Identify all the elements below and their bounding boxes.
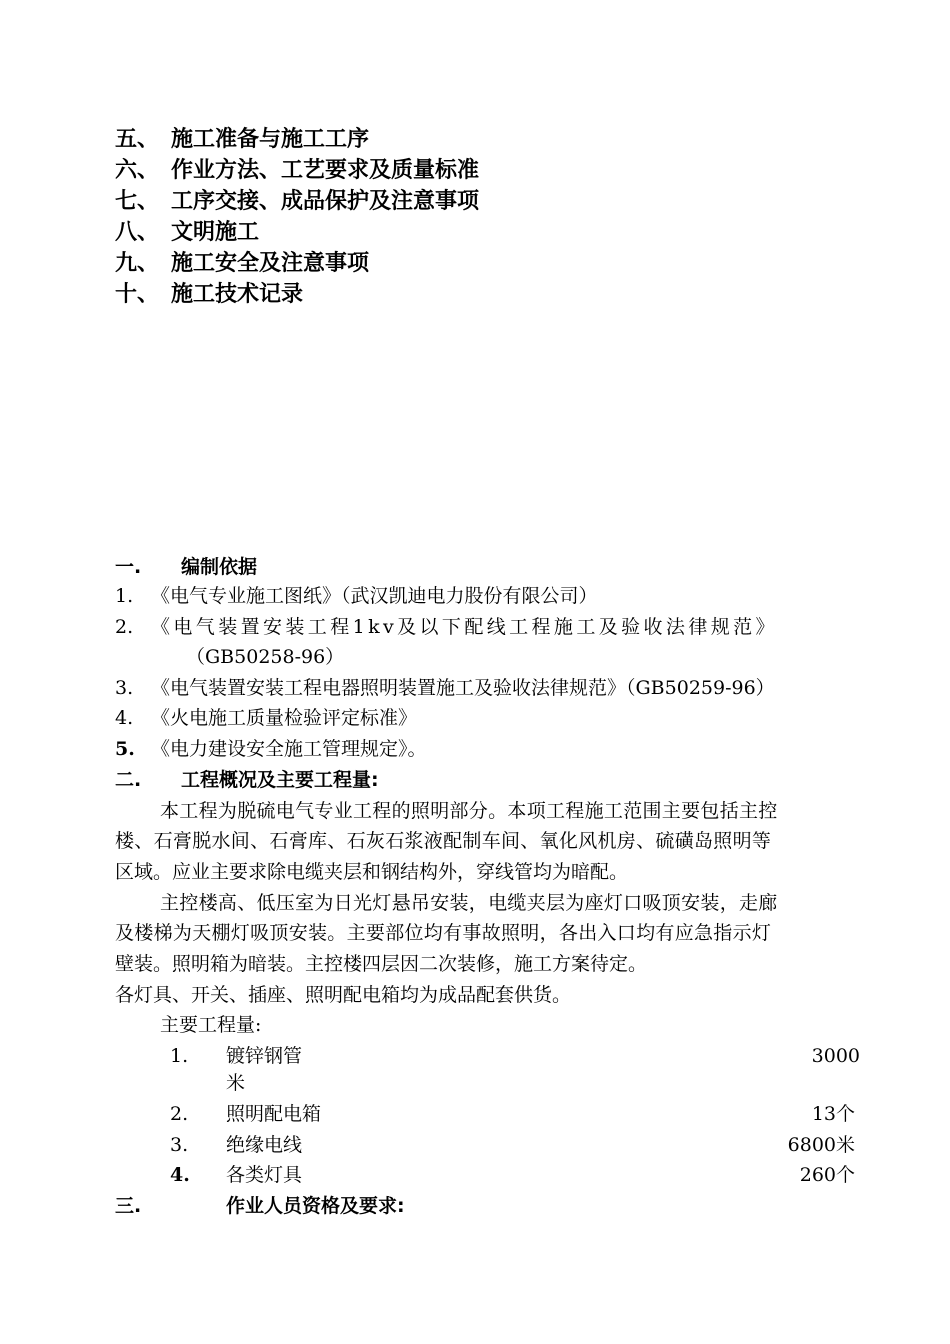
reference-continuation: （GB50258-96） [186,646,345,668]
reference-item: 5. 《电力建设安全施工管理规定》。 [115,738,427,760]
toc-item: 九、 施工安全及注意事项 [115,251,370,276]
quantity-label: 主要工程量: [160,1014,262,1036]
toc-item: 五、 施工准备与施工工序 [115,127,370,152]
quantity-row: 1. 镀锌钢管 3000 [170,1045,860,1067]
toc-item: 六、 作业方法、工艺要求及质量标准 [115,158,480,183]
reference-item: 1. 《电气专业施工图纸》（武汉凯迪电力股份有限公司） [115,585,598,607]
reference-item: 4. 《火电施工质量检验评定标准》 [115,707,418,729]
toc-item: 八、 文明施工 [115,220,260,245]
toc-item: 十、 施工技术记录 [115,282,304,307]
section-heading: 三. 作业人员资格及要求: [115,1195,405,1217]
paragraph-line: 区域。应业主要求除电缆夹层和钢结构外，穿线管均为暗配。 [115,861,629,883]
paragraph-line: 及楼梯为天棚灯吸顶安装。主要部位均有事故照明，各出入口均有应急指示灯 [115,922,772,944]
quantity-row: 4. 各类灯具 260个 [170,1164,855,1186]
toc-item: 七、 工序交接、成品保护及注意事项 [115,189,480,214]
quantity-row: 3. 绝缘电线 6800米 [170,1134,855,1156]
quantity-unit-wrap: 米 [226,1072,246,1094]
section-heading: 二. 工程概况及主要工程量: [115,769,379,791]
paragraph-line: 壁装。照明箱为暗装。主控楼四层因二次装修，施工方案待定。 [115,953,648,975]
section-heading: 一. 编制依据 [115,556,258,578]
paragraph-line: 楼、石膏脱水间、石膏库、石灰石浆液配制车间、氧化风机房、硫磺岛照明等 [115,830,772,852]
paragraph-line: 本工程为脱硫电气专业工程的照明部分。本项工程施工范围主要包括主控 [160,800,778,822]
table-of-contents [115,124,479,310]
paragraph-line: 各灯具、开关、插座、照明配电箱均为成品配套供货。 [115,984,572,1006]
paragraph-line: 主控楼高、低压室为日光灯悬吊安装，电缆夹层为座灯口吸顶安装，走廊 [160,892,778,914]
reference-item: 2. 《电气装置安装工程1kv及以下配线工程施工及验收法律规范》 [115,616,778,638]
quantity-row: 2. 照明配电箱 13个 [170,1103,855,1125]
reference-item: 3. 《电气装置安装工程电器照明装置施工及验收法律规范》（GB50259-96） [115,677,775,699]
